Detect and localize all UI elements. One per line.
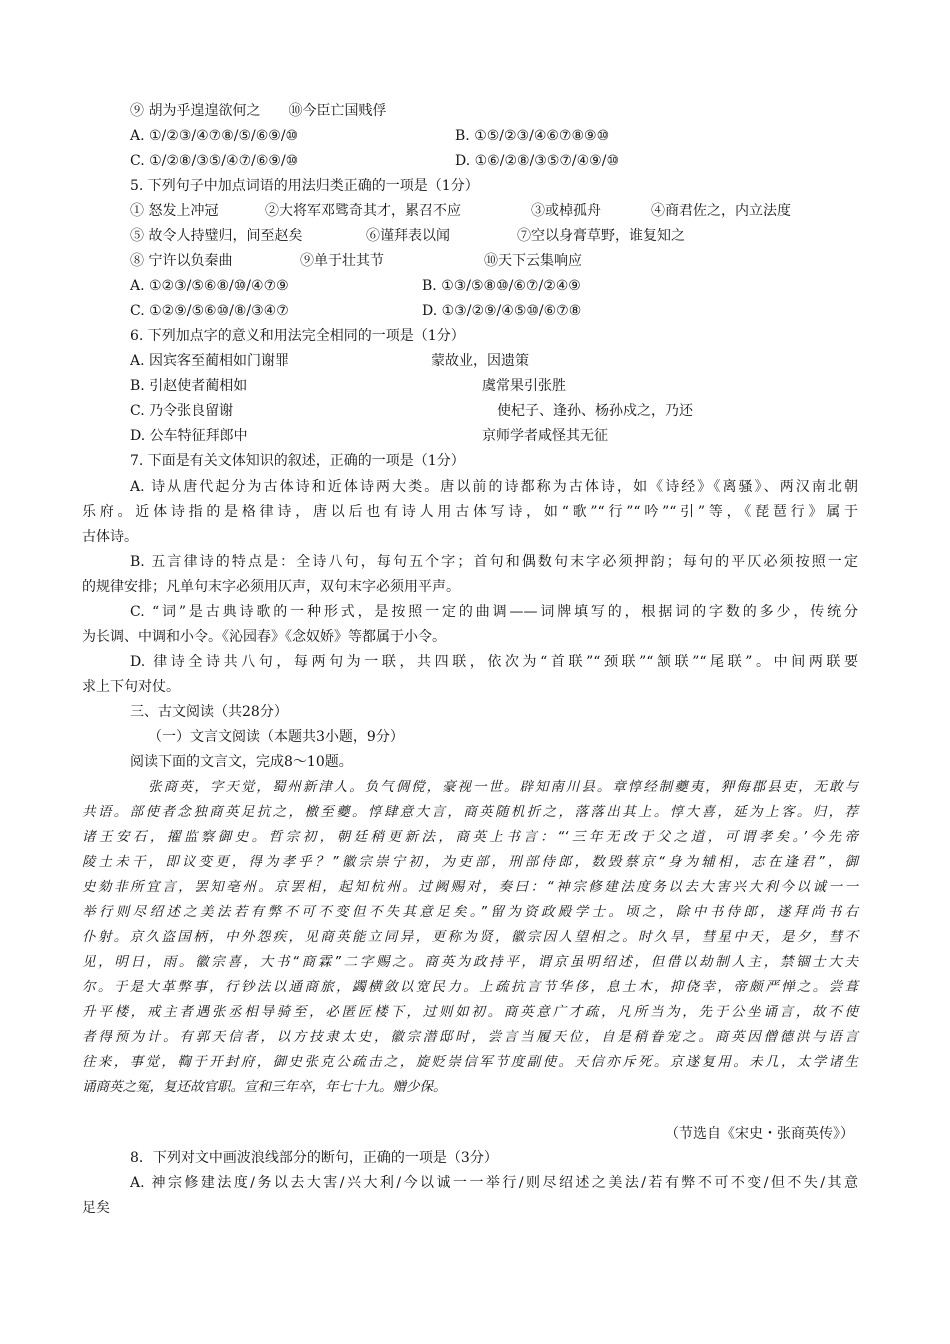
q5-option-c: C. ①②⑨/⑤⑥⑩/⑧/③④⑦: [130, 303, 289, 319]
q6-stem: 6. 下列加点字的意义和用法完全相同的一项是（1分）: [130, 328, 465, 344]
passage-line: 共语。部使者念独商英足抗之，檄至夔。惇肆意大言，商英随机折之，落落出其上。惇大喜，延为上客。归，荐: [82, 804, 858, 820]
q7-option-a-line1: A. 诗从唐代起分为古体诗和近体诗两大类。唐以前的诗都称为古体诗，如《诗经》《离骚》、两汉南北朝: [130, 479, 858, 495]
q4-option-d: D. ①⑥/②⑧/③⑤⑦/④⑨/⑩: [455, 153, 620, 169]
q5-stem: 5. 下列句子中加点词语的用法归类正确的一项是（1分）: [130, 178, 479, 194]
passage-line: 升平楼，戒主者遇张丞相导骑至，必匿匠楼下，过则如初。商英意广才疏，凡所当为，先于公坐诵言，故不使: [82, 1004, 858, 1020]
passage-line: 举行则尽绍述之美法若有弊不可不变但不失其意足矣。”留为资政殿学士。顷之，除中书侍郎，遂拜尚书右: [82, 904, 858, 920]
q5-item-6: ⑥谨拜表以闻: [366, 228, 450, 244]
q5-item-1: ① 怒发上冲冠: [130, 203, 219, 219]
q5-item-2: ②大将军邓骘奇其才，累召不应: [265, 203, 461, 219]
q7-option-d-line1: D. 律诗全诗共八句，每两句为一联，共四联，依次为“首联”“颈联”“颔联”“尾联”。中间两联要: [130, 654, 858, 670]
q7-stem: 7. 下面是有关文体知识的叙述，正确的一项是（1分）: [130, 453, 465, 469]
q5-item-9: ⑨单于壮其节: [300, 253, 384, 269]
q5-item-4: ④商君佐之，内立法度: [651, 203, 791, 219]
q6-option-d-right: 京师学者咸怪其无征: [482, 428, 608, 444]
q7-option-a-line3: 古体诗。: [82, 529, 138, 545]
section-3-title: 三、古文阅读（共28分）: [130, 704, 288, 720]
q4-option-b: B. ①⑤/②③/④⑥⑦⑧⑨⑩: [455, 128, 610, 144]
q7-option-c-line2: 为长调、中调和小令。《沁园春》《念奴娇》等都属于小令。: [82, 629, 446, 645]
q5-option-a: A. ①②③/⑤⑥⑧/⑩/④⑦⑨: [130, 278, 289, 294]
q7-option-b-line2: 的规律安排；凡单句末字必须用仄声，双句末字必须用平声。: [82, 579, 460, 595]
q6-option-a-left: A. 因宾客至蔺相如门谢罪: [130, 353, 290, 369]
q7-option-c-line1: C. “词”是古典诗歌的一种形式，是按照一定的曲调——词牌填写的，根据词的字数的多少，传统分: [130, 604, 858, 620]
q5-option-b: B. ①③/⑤⑧⑩/⑥⑦/②④⑨: [422, 278, 581, 294]
q4-item-9-10: ⑨ 胡为乎遑遑欲何之 ⑩今臣亡国贱俘: [130, 103, 387, 119]
q6-option-a-right: 蒙故业，因遗策: [431, 353, 529, 369]
q6-option-b-right: 虞常果引张胜: [482, 378, 566, 394]
q5-item-5: ⑤ 故令人持璧归，间至赵矣: [130, 228, 303, 244]
q5-item-8: ⑧ 宁许以负秦曲: [130, 253, 233, 269]
passage-line: 诸王安石，擢监察御史。哲宗初，朝廷稍更新法，商英上书言：“‘三年无改于父之道，可谓孝矣。’今先帝: [82, 829, 858, 845]
q7-option-d-line2: 求上下句对仗。: [82, 679, 180, 695]
q8-stem: 8．下列对文中画波浪线部分的断句，正确的一项是（3分）: [130, 1150, 498, 1166]
q6-option-c-right: 使杞子、逢孙、杨孙戍之，乃还: [497, 403, 693, 419]
q5-item-10: ⑩天下云集响应: [484, 253, 582, 269]
q8-option-a-line2: 足矣: [82, 1200, 110, 1216]
passage-source: （节选自《宋史・张商英传》）: [665, 1126, 854, 1142]
q7-option-a-line2: 乐府。近体诗指的是格律诗，唐以后也有诗人用古体写诗，如“歌”“行”“吟”“引”等，《琵琶行》属于: [82, 504, 858, 520]
passage-line: 张商英，字天觉，蜀州新津人。负气倜傥，豪视一世。辟知南川县。章惇经制夔夷，狎侮郡县吏，无敢与: [148, 779, 858, 795]
passage-line: 见，明日，雨。徽宗喜，大书“商霖”二字赐之。商英为政持平，谓京虽明绍述，但借以劫制人主，禁锢士大夫: [82, 954, 858, 970]
reading-instruction: 阅读下面的文言文，完成8～10题。: [130, 754, 353, 770]
passage-line: 往来，事觉，鞫于开封府，御史张克公疏击之，旋贬崇信军节度副使。天信亦斥死。京遂复用。未几，太学诸生: [82, 1054, 858, 1070]
q6-option-b-left: B. 引赵使者蔺相如: [130, 378, 248, 394]
passage-line: 尔。于是大革弊事，行钞法以通商旅，蠲横敛以宽民力。上疏抗言节华侈，息土木，抑侥幸，帝颇严惮之。尝葺: [82, 979, 858, 995]
section-3-subtitle: （一）文言文阅读（本题共3小题，9分）: [148, 729, 404, 745]
q6-option-c-left: C. 乃令张良留谢: [130, 403, 234, 419]
q8-option-a-line1: A. 神宗修建法度/务以去大害/兴大利/今以诚一一举行/则尽绍述之美法/若有弊不可不变/但不失/其意: [130, 1175, 858, 1191]
q5-option-d: D. ①③/②⑨/④⑤⑩/⑥⑦⑧: [422, 303, 582, 319]
passage-line: 陵土未干，即议变更，得为孝乎？”徽宗崇宁初，为吏部，刑部侍郎，数毁蔡京“身为辅相，志在逢君”，御: [82, 854, 858, 870]
passage-line: 诵商英之冤，复还故官职。宣和三年卒，年七十九。赠少保。: [82, 1079, 447, 1095]
q6-option-d-left: D. 公车特征拜郎中: [130, 428, 248, 444]
q4-option-c: C. ①/②⑧/③⑤/④⑦/⑥⑨/⑩: [130, 153, 299, 169]
q5-item-7: ⑦空以身膏草野，谁复知之: [517, 228, 685, 244]
passage-line: 仆射。京久盗国柄，中外怨疾，见商英能立同异，更称为贤，徽宗因人望相之。时久旱，彗星中天，是夕，彗不: [82, 929, 858, 945]
passage-line: 史劾非所宜言，罢知亳州。京罢相，起知杭州。过阙赐对，奏曰：“神宗修建法度务以去大害兴大利今以诚一一: [82, 879, 858, 895]
q5-item-3: ③或棹孤舟: [531, 203, 601, 219]
passage-line: 者得预为计。有郭天信者，以方技隶太史，徽宗潜邸时，尝言当履天位，自是稍眷宠之。商英因僧德洪与语言: [82, 1029, 858, 1045]
q7-option-b-line1: B. 五言律诗的特点是：全诗八句，每句五个字；首句和偶数句末字必须押韵；每句的平仄必须按照一定: [130, 554, 858, 570]
q4-option-a: A. ①/②③/④⑦⑧/⑤/⑥⑨/⑩: [130, 128, 299, 144]
